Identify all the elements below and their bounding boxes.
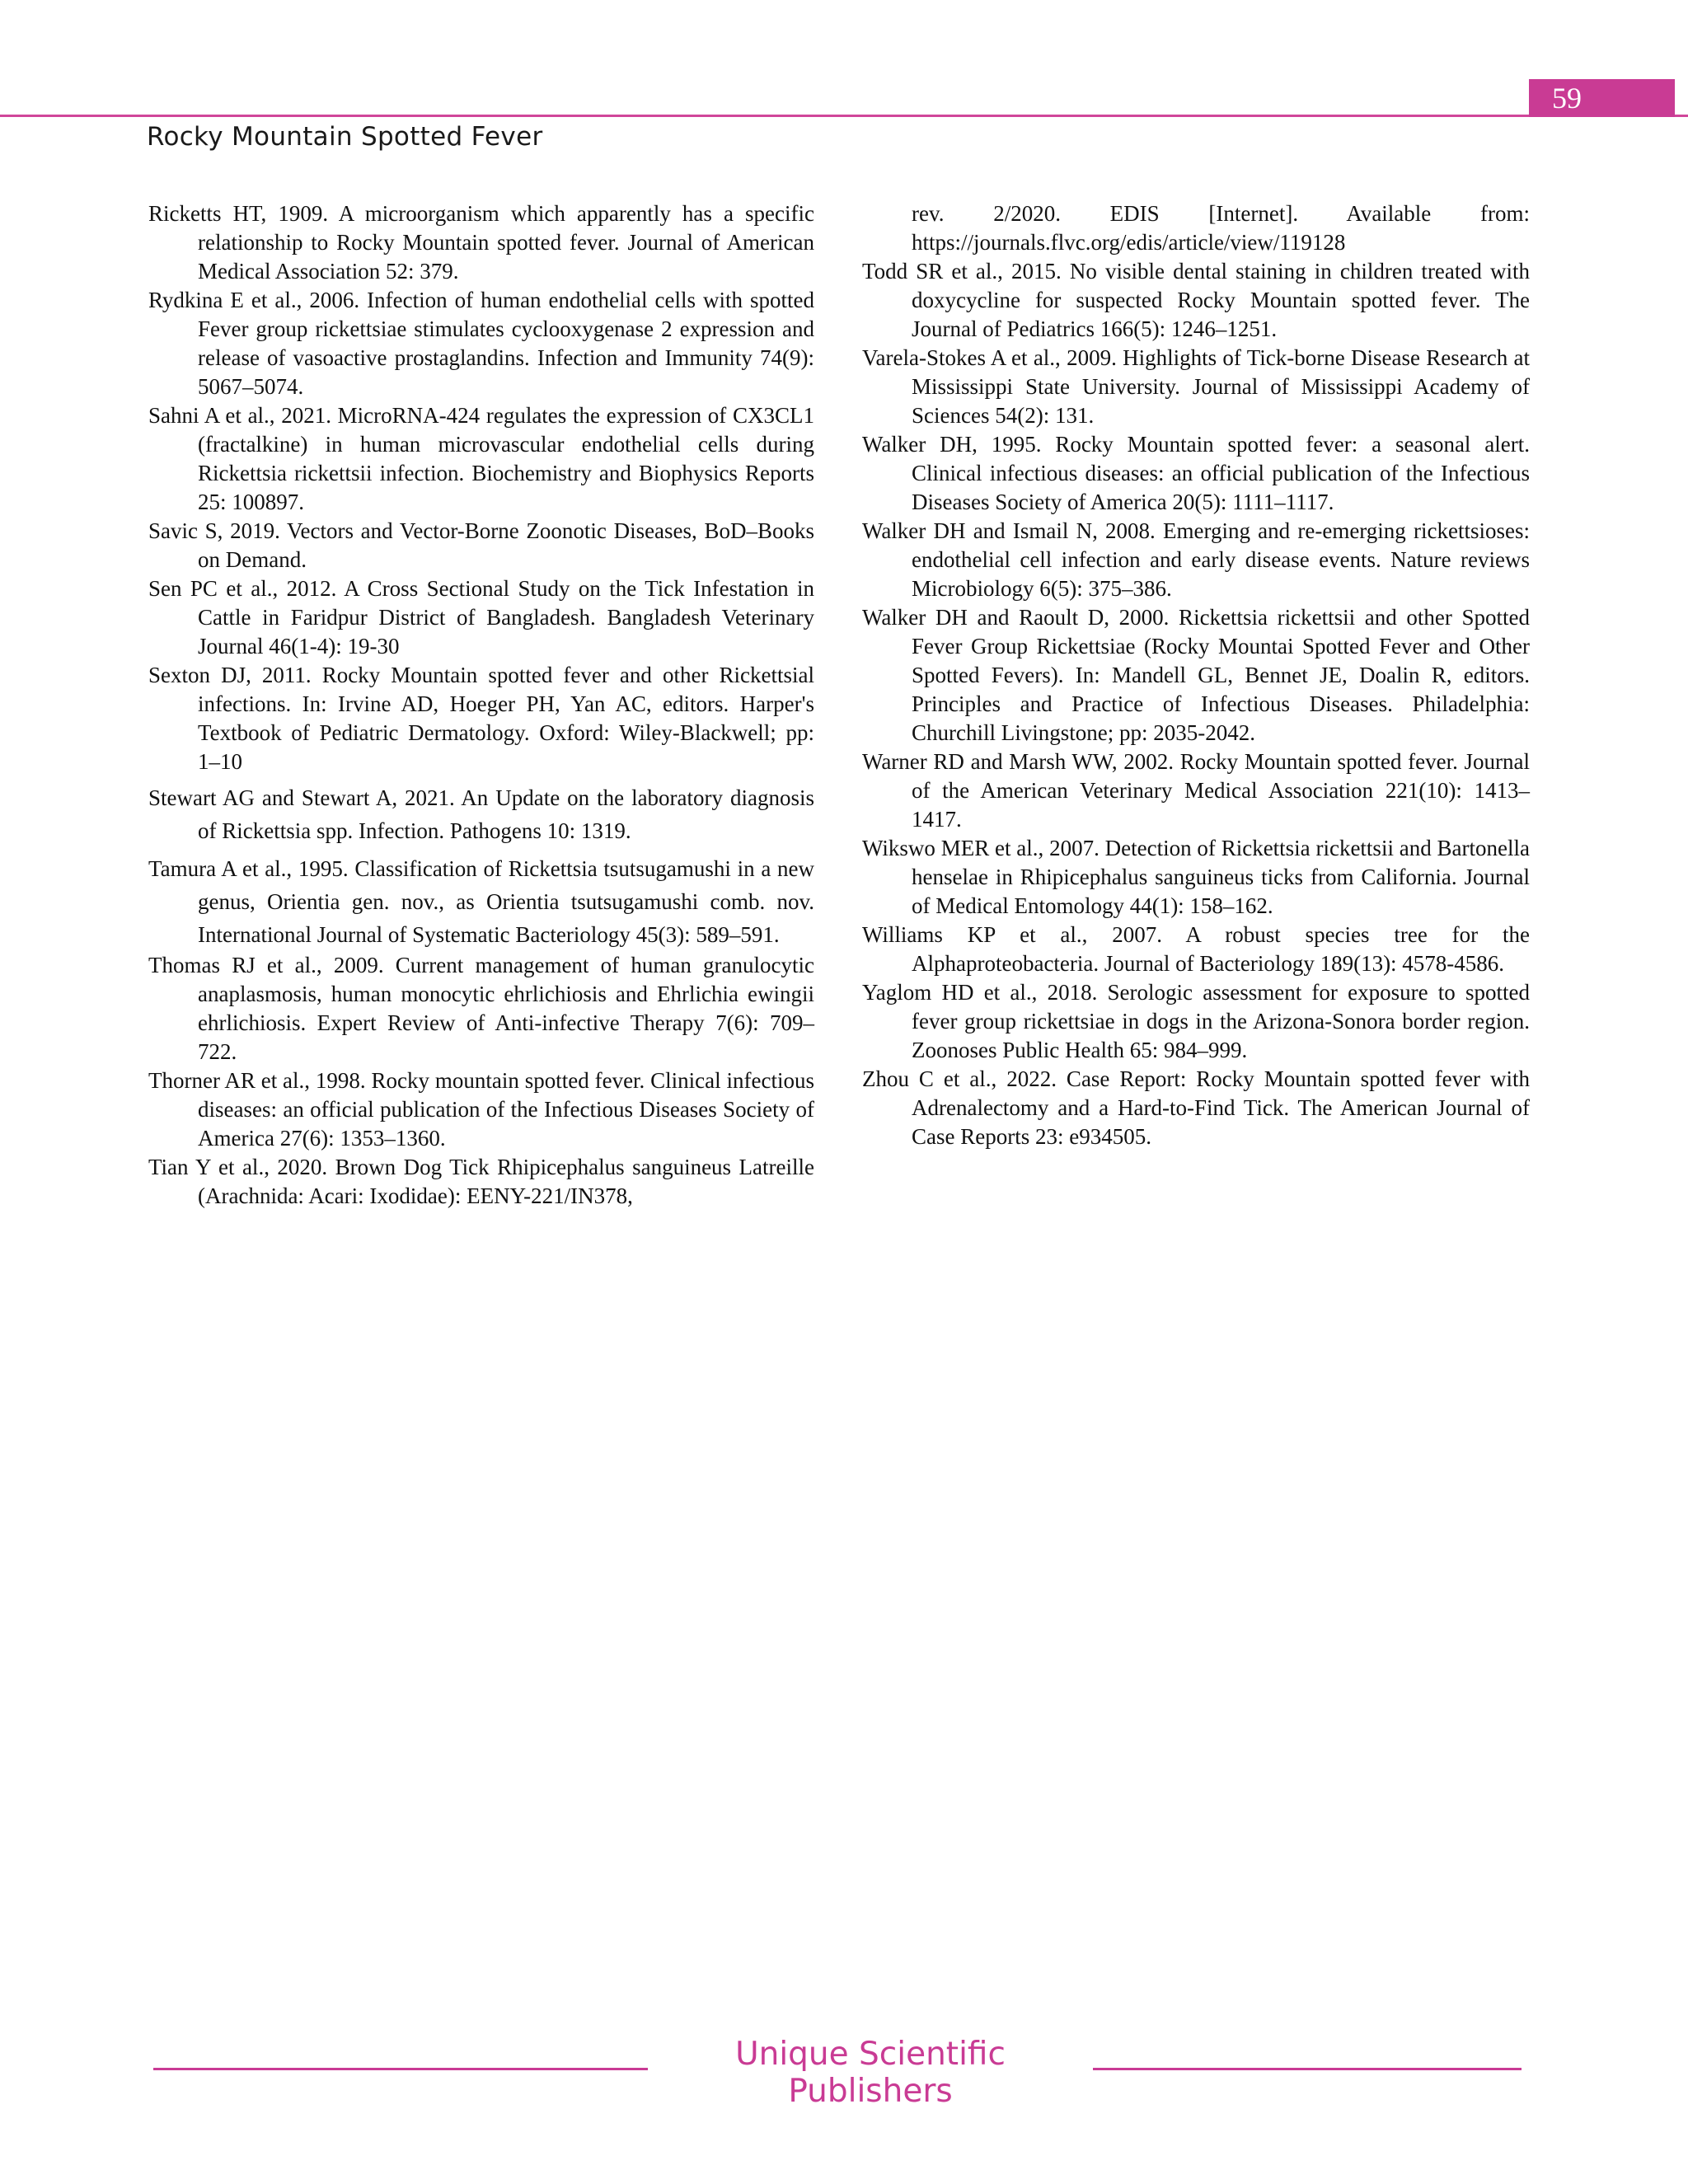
reference-item: Rydkina E et al., 2006. Infection of human endothelial cells with spotted Fever group rickettsiae stimulates cyclooxygenase 2 expression and release of vasoactive prostaglandins. Infection and Immunity 74(9): 5067–5074. (148, 288, 814, 399)
references-column-left (148, 199, 814, 1211)
reference-item: Walker DH and Ismail N, 2008. Emerging and re-emerging rickettsioses: endothelial cell infection and early disease events. Nature reviews Microbiology 6(5): 375–386. (862, 518, 1530, 601)
reference-item: Sexton DJ, 2011. Rocky Mountain spotted fever and other Rickettsial infections. In: Irvine AD, Hoeger PH, Yan AC, editors. Harper's Textbook of Pediatric Dermatology. Oxford: Wiley-Blackwell; pp: 1–10 (148, 663, 814, 774)
reference-item: Sahni A et al., 2021. MicroRNA-424 regulates the expression of CX3CL1 (fractalkine) in human microvascular endothelial cells during Rickettsia rickettsii infection. Biochemistry and Biophysics Reports 25: 100897. (148, 403, 814, 514)
reference-item: Williams KP et al., 2007. A robust species tree for the Alphaproteobacteria. Journal of Bacteriology 189(13): 4578-4586. (862, 922, 1530, 976)
footer-rule-right (1093, 2068, 1522, 2070)
footer-publisher: Unique Scientific Publishers (735, 2036, 1006, 2110)
reference-item: Tamura A et al., 1995. Classification of Rickettsia tsutsugamushi in a new genus, Orientia gen. nov., as Orientia tsutsugamushi comb. nov. International Journal of Systematic Bacteriology 45(3): 589–591. (148, 856, 814, 947)
reference-item: Sen PC et al., 2012. A Cross Sectional Study on the Tick Infestation in Cattle in Faridpur District of Bangladesh. Bangladesh Veterinary Journal 46(1-4): 19-30 (148, 576, 814, 658)
reference-item: Ricketts HT, 1909. A microorganism which apparently has a specific relationship to Rocky Mountain spotted fever. Journal of American Medical Association 52: 379. (148, 201, 814, 284)
header-rule (0, 115, 1688, 117)
reference-item: Tian Y et al., 2020. Brown Dog Tick Rhipicephalus sanguineus Latreille (Arachnida: Acari: Ixodidae): EENY-221/IN378, (148, 1155, 814, 1208)
reference-item: Walker DH, 1995. Rocky Mountain spotted fever: a seasonal alert. Clinical infectious diseases: an official publication of the Infectious Diseases Society of America 20(5): 1111–1117. (862, 432, 1530, 514)
reference-item: Savic S, 2019. Vectors and Vector-Borne Zoonotic Diseases, BoD–Books on Demand. (148, 518, 814, 572)
reference-item: Todd SR et al., 2015. No visible dental staining in children treated with doxycycline for suspected Rocky Mountain spotted fever. The Journal of Pediatrics 166(5): 1246–1251. (862, 259, 1530, 341)
running-title: Rocky Mountain Spotted Fever (147, 122, 543, 152)
page-number: 59 (1529, 79, 1675, 117)
reference-item: Yaglom HD et al., 2018. Serologic assessment for exposure to spotted fever group rickettsiae in dogs in the Arizona-Sonora border region. Zoonoses Public Health 65: 984–999. (862, 980, 1530, 1062)
footer-rule-left (153, 2068, 648, 2070)
reference-item: Varela-Stokes A et al., 2009. Highlights of Tick-borne Disease Research at Mississippi State University. Journal of Mississippi Academy of Sciences 54(2): 131. (862, 345, 1530, 428)
reference-item: Wikswo MER et al., 2007. Detection of Rickettsia rickettsii and Bartonella henselae in Rhipicephalus sanguineus ticks from California. Journal of Medical Entomology 44(1): 158–162. (862, 836, 1530, 918)
reference-continuation: rev. 2/2020. EDIS [Internet]. Available from: https://journals.flvc.org/edis/article/view/119128 (912, 201, 1530, 255)
reference-item: Thomas RJ et al., 2009. Current management of human granulocytic anaplasmosis, human monocytic ehrlichiosis and Ehrlichia ewingii ehrlichiosis. Expert Review of Anti-infective Therapy 7(6): 709–722. (148, 953, 814, 1064)
reference-item: Stewart AG and Stewart A, 2021. An Update on the laboratory diagnosis of Rickettsia spp. Infection. Pathogens 10: 1319. (148, 785, 814, 843)
reference-item: Walker DH and Raoult D, 2000. Rickettsia rickettsii and other Spotted Fever Group Rickettsiae (Rocky Mountai Spotted Fever and Other Spotted Fevers). In: Mandell GL, Bennet JE, Doalin R, editors. Principles and Practice of Infectious Diseases. Philadelphia: Churchill Livingstone; pp: 2035-2042. (862, 605, 1530, 745)
reference-item: Warner RD and Marsh WW, 2002. Rocky Mountain spotted fever. Journal of the American Veterinary Medical Association 221(10): 1413–1417. (862, 749, 1530, 832)
references-column-right (862, 199, 1530, 1151)
reference-item: Thorner AR et al., 1998. Rocky mountain spotted fever. Clinical infectious diseases: an official publication of the Infectious Diseases Society of America 27(6): 1353–1360. (148, 1068, 814, 1151)
reference-item: Zhou C et al., 2022. Case Report: Rocky Mountain spotted fever with Adrenalectomy and a Hard-to-Find Tick. The American Journal of Case Reports 23: e934505. (862, 1066, 1530, 1149)
